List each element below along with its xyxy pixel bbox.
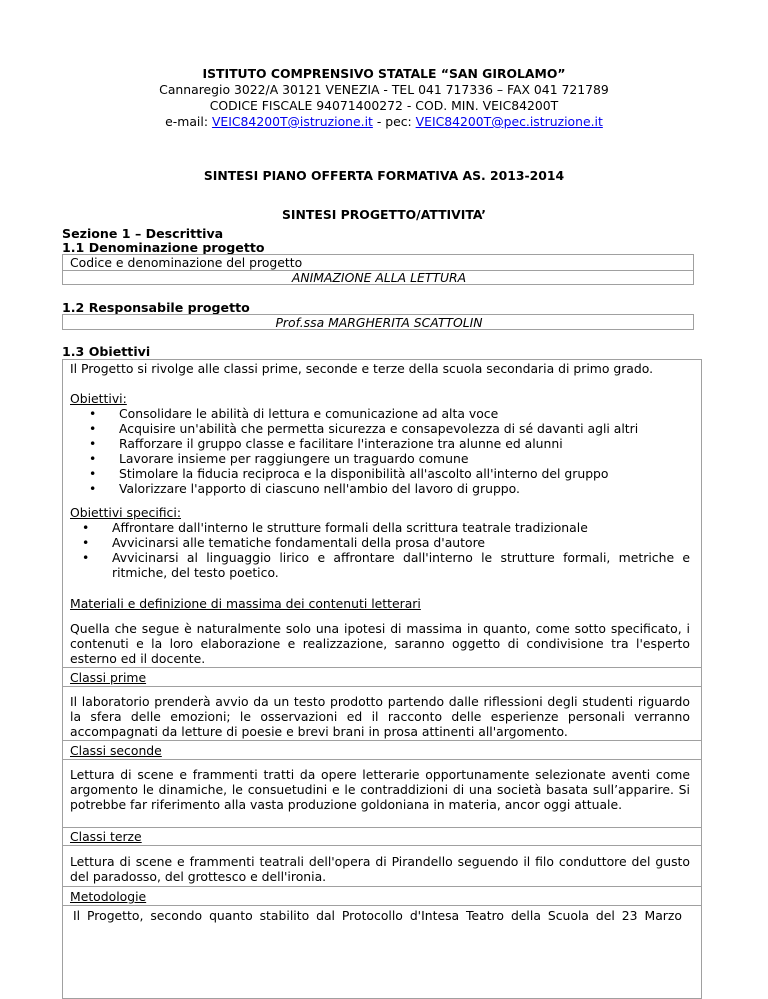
prime-text: Il laboratorio prenderà avvio da un testo prodotto partendo dalle riflessioni degli studenti riguardo la sfera delle emozioni; le osservazioni ed il racconto delle esperienze personali verranno accompagnati da letture di poesie e brevi brani in prosa attinenti all'argomento.: [70, 694, 690, 739]
seconde-title: Classi seconde: [70, 743, 162, 758]
contact-line: [0, 114, 768, 130]
general-objectives-list: [119, 406, 689, 496]
materials-text: Quella che segue è naturalmente solo una ipotesi di massima in quanto, come sotto specificato, i contenuti e la loro elaborazione e realizzazione, saranno oggetto di condivisione tra l'esperto esterno ed il docente.: [70, 621, 690, 666]
prime-title: Classi prime: [70, 670, 147, 685]
section-1-1-heading: 1.1 Denominazione progetto: [62, 240, 265, 255]
list-item: • Rafforzare il gruppo classe e facilitare l'interazione tra alunne ed alunni: [119, 436, 689, 451]
specific-objectives-list: [112, 520, 690, 580]
methods-text: Il Progetto, secondo quanto stabilito dal Protocollo d'Intesa Teatro della Scuola del 23 Marzo: [73, 908, 682, 923]
list-item: • Affrontare dall'interno le strutture formali della scrittura teatrale tradizionale: [112, 520, 690, 535]
list-item: • Consolidare le abilità di lettura e comunicazione ad alta voce: [119, 406, 689, 421]
list-item: • Stimolare la fiducia reciproca e la disponibilità all'ascolto all'interno del gruppo: [119, 466, 689, 481]
email-label: e-mail:: [165, 114, 212, 129]
section-1-2-heading: 1.2 Responsabile progetto: [62, 300, 250, 315]
school-name: ISTITUTO COMPRENSIVO STATALE “SAN GIROLAMO”: [202, 66, 566, 81]
terze-text: Lettura di scene e frammenti teatrali dell'opera di Pirandello seguendo il filo conduttore del gusto del paradosso, del grottesco e dell'ironia.: [70, 854, 690, 884]
denomination-table: [62, 254, 694, 285]
list-item: • Lavorare insieme per raggiungere un traguardo comune: [119, 451, 689, 466]
objectives-box: [62, 359, 702, 999]
specific-objectives-title: Obiettivi specifici:: [70, 505, 181, 520]
responsible-value: Prof.ssa MARGHERITA SCATTOLIN: [275, 315, 483, 330]
materials-title: Materiali e definizione di massima dei contenuti letterari: [70, 596, 421, 611]
fiscal-code: CODICE FISCALE 94071400272 - COD. MIN. VEIC84200T: [209, 98, 559, 113]
project-title: SINTESI PROGETTO/ATTIVITA’: [282, 207, 486, 222]
responsible-table: [62, 314, 694, 330]
methods-title: Metodologie: [70, 889, 147, 904]
section-1-3-heading: 1.3 Obiettivi: [62, 344, 151, 359]
general-objectives-title: Obiettivi:: [70, 391, 127, 406]
objectives-intro: Il Progetto si rivolge alle classi prime, seconde e terze della scuola secondaria di primo grado.: [70, 361, 654, 376]
denomination-label: Codice e denominazione del progetto: [70, 255, 303, 270]
pec-label: - pec:: [372, 114, 416, 129]
list-item: • Valorizzare l'apporto di ciascuno nell'ambio del lavoro di gruppo.: [119, 481, 689, 496]
list-item: • Avvicinarsi al linguaggio lirico e affrontare dall'interno le strutture formali, metriche e ritmiche, del testo poetico.: [112, 550, 690, 580]
school-address: Cannaregio 3022/A 30121 VENEZIA - TEL 041 717336 – FAX 041 721789: [159, 82, 609, 97]
terze-title: Classi terze: [70, 829, 142, 844]
list-item: • Acquisire un'abilità che permetta sicurezza e consapevolezza di sé davanti agli altri: [119, 421, 689, 436]
email-link[interactable]: VEIC84200T@istruzione.it: [211, 114, 373, 129]
seconde-text: Lettura di scene e frammenti tratti da opere letterarie opportunamente selezionate aventi come argomento le dinamiche, le consuetudini e le contraddizioni di una società basata sull’apparire. Si potrebbe far riferimento alla vasta produzione goldoniana in materia, ancor oggi attuale.: [70, 767, 690, 812]
section-1-heading: Sezione 1 – Descrittiva: [62, 226, 224, 241]
pof-title: SINTESI PIANO OFFERTA FORMATIVA AS. 2013-2014: [203, 168, 565, 183]
pec-link[interactable]: VEIC84200T@pec.istruzione.it: [415, 114, 603, 129]
list-item: • Avvicinarsi alle tematiche fondamentali della prosa d'autore: [112, 535, 690, 550]
denomination-value: ANIMAZIONE ALLA LETTURA: [291, 270, 467, 285]
